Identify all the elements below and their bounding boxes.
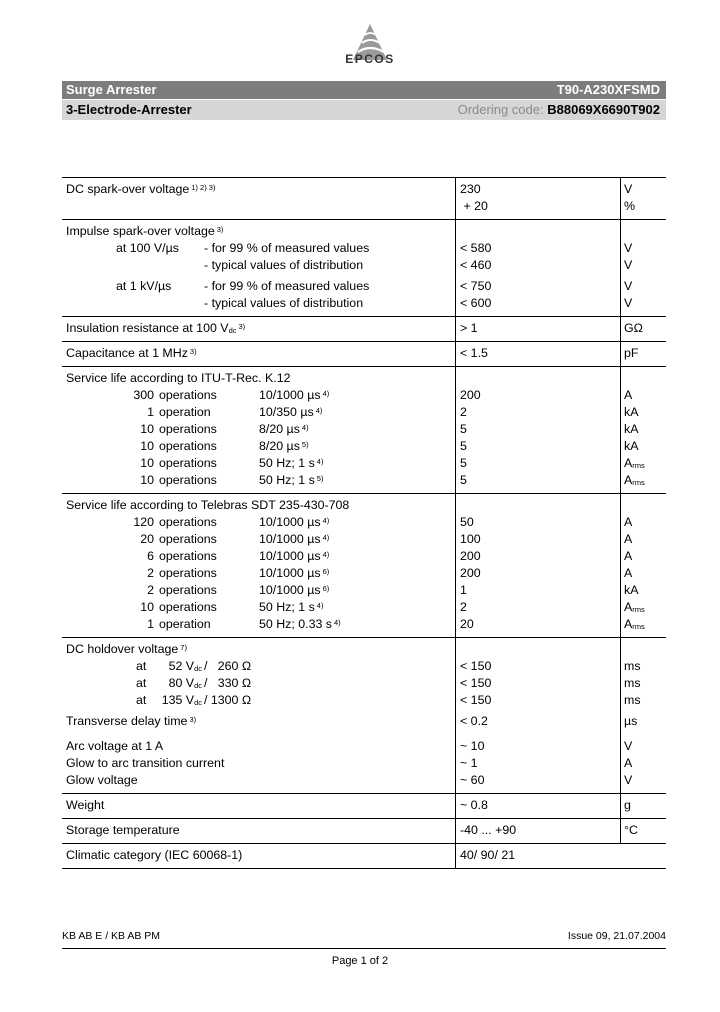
itu-row-0	[66, 387, 455, 404]
unit-subscript: rms	[632, 478, 645, 487]
waveform: 10/1000 µs	[259, 566, 321, 580]
ops: operations	[159, 583, 217, 597]
product-type: Surge Arrester	[66, 82, 157, 97]
itu-row-2	[66, 421, 455, 438]
footer-issue: Issue 09, 21.07.2004	[567, 930, 666, 942]
spec-unit: A	[624, 473, 633, 487]
footnote-ref: 4)	[322, 533, 330, 542]
spec-unit: kA	[624, 583, 639, 597]
spec-label: Impulse spark-over voltage	[66, 224, 215, 238]
spec-unit: V	[624, 739, 633, 753]
footnote-ref: 4)	[316, 601, 324, 610]
spec-label: Capacitance at 1 MHz	[66, 346, 188, 360]
holdover-row-1	[66, 675, 455, 692]
condition: - typical values of distribution	[204, 296, 364, 310]
at: at	[136, 676, 147, 690]
spec-label: Insulation resistance at 100 V	[66, 321, 229, 335]
footnote-ref: 6)	[322, 584, 330, 593]
spec-unit: kA	[624, 422, 639, 436]
spec-unit: V	[624, 182, 633, 196]
spec-value: 5	[460, 473, 467, 487]
telebras-row-2	[66, 548, 455, 565]
voltage: 135 V	[161, 693, 195, 707]
spec-label: Weight	[66, 798, 105, 812]
spec-unit: V	[624, 296, 633, 310]
spec-unit: ms	[624, 659, 641, 673]
subscript: dc	[194, 664, 202, 673]
spec-unit: A	[624, 532, 633, 546]
count: 10	[140, 422, 154, 436]
count: 300	[133, 388, 154, 402]
footnote-ref: 3)	[216, 225, 224, 234]
spec-value: 5	[460, 456, 467, 470]
table-row	[62, 367, 666, 494]
waveform: 10/350 µs	[259, 405, 314, 419]
resistance: / 1300 Ω	[204, 693, 252, 707]
itu-row-4	[66, 455, 455, 472]
ordering-code	[458, 100, 660, 120]
footnote-ref: 4)	[301, 423, 309, 432]
spec-value: < 1.5	[460, 346, 488, 360]
spec-unit: A	[624, 515, 633, 529]
resistance: / 260 Ω	[204, 659, 252, 673]
spec-unit: A	[624, 388, 633, 402]
subtitle: 3-Electrode-Arrester	[66, 102, 192, 117]
count: 10	[140, 439, 154, 453]
spec-value: 200	[460, 388, 481, 402]
table-row	[62, 220, 666, 317]
footnote-ref: 4)	[315, 406, 323, 415]
at: at	[136, 693, 147, 707]
footnote-ref: 4)	[322, 516, 330, 525]
voltage: 52 V	[168, 659, 195, 673]
waveform: 10/1000 µs	[259, 532, 321, 546]
telebras-row-1	[66, 531, 455, 548]
table-row	[62, 494, 666, 638]
spec-unit: g	[624, 798, 631, 812]
footer-department: KB AB E / KB AB PM	[62, 930, 161, 942]
spec-value: ~ 0.8	[460, 798, 488, 812]
voltage: 80 V	[168, 676, 195, 690]
spec-unit: °C	[624, 823, 638, 837]
footnote-ref: 1) 2) 3)	[191, 183, 216, 192]
spec-label: Climatic category (IEC 60068-1)	[66, 848, 243, 862]
spec-unit: A	[624, 617, 633, 631]
subtitle-bar	[62, 100, 666, 120]
brand-name: EPCOS	[345, 52, 395, 66]
itu-row-5	[66, 472, 455, 489]
ops: operations	[159, 473, 217, 487]
spec-value: 200	[460, 549, 481, 563]
ops: operation	[159, 405, 211, 419]
spec-unit: V	[624, 279, 633, 293]
holdover-row-0	[66, 658, 455, 675]
footnote-ref: 4)	[316, 457, 324, 466]
spec-unit: ms	[624, 693, 641, 707]
ops: operations	[159, 515, 217, 529]
table-row	[62, 317, 666, 342]
footnote-ref: 3)	[238, 322, 246, 331]
waveform: 50 Hz; 1 s	[259, 456, 315, 470]
spec-value: < 600	[460, 296, 492, 310]
ops: operations	[159, 422, 217, 436]
spec-label: Service life according to ITU-T-Rec. K.12	[66, 371, 291, 385]
ordering-code-label: Ordering code:	[457, 102, 544, 117]
count: 20	[140, 532, 154, 546]
subscript: dc	[228, 326, 237, 335]
ops: operations	[159, 388, 217, 402]
spec-unit: A	[624, 566, 633, 580]
spec-value: > 1	[460, 321, 478, 335]
telebras-row-6	[66, 616, 455, 633]
waveform: 50 Hz; 1 s	[259, 473, 315, 487]
itu-row-1	[66, 404, 455, 421]
spec-value: 200	[460, 566, 481, 580]
at: at	[136, 659, 147, 673]
spec-unit: A	[624, 456, 633, 470]
spec-value: 5	[460, 422, 467, 436]
spec-value: 5	[460, 439, 467, 453]
count: 10	[140, 600, 154, 614]
spec-unit: pF	[624, 346, 639, 360]
table-row	[62, 342, 666, 367]
spec-value: < 150	[460, 659, 492, 673]
waveform: 10/1000 µs	[259, 388, 321, 402]
spec-value: 230	[460, 182, 481, 196]
footnote-ref: 3)	[189, 715, 197, 724]
spec-unit: kA	[624, 405, 639, 419]
telebras-row-5	[66, 599, 455, 616]
spec-unit: ms	[624, 676, 641, 690]
spec-value: < 460	[460, 258, 492, 272]
telebras-row-3	[66, 565, 455, 582]
count: 10	[140, 473, 154, 487]
count: 120	[133, 515, 154, 529]
spec-value: 40/ 90/ 21	[460, 848, 516, 862]
spec-label: DC spark-over voltage	[66, 182, 190, 196]
table-row	[62, 178, 666, 220]
spec-value: ~ 60	[460, 773, 485, 787]
spec-value: 1	[460, 583, 467, 597]
holdover-row-2	[66, 692, 455, 709]
part-number: T90-A230XFSMD	[556, 82, 660, 97]
unit-subscript: rms	[632, 622, 645, 631]
footnote-ref: 3)	[189, 347, 197, 356]
ops: operations	[159, 439, 217, 453]
spec-value: < 150	[460, 676, 492, 690]
spec-label: Glow to arc transition current	[66, 756, 225, 770]
telebras-row-0	[66, 514, 455, 531]
spec-unit: V	[624, 773, 633, 787]
footnote-ref: 4)	[322, 389, 330, 398]
ops: operations	[159, 566, 217, 580]
spec-value: -40 ... +90	[460, 823, 517, 837]
telebras-row-4	[66, 582, 455, 599]
spec-value: ~ 1	[460, 756, 478, 770]
spec-label: DC holdover voltage	[66, 642, 179, 656]
count: 1	[147, 617, 154, 631]
subscript: dc	[194, 681, 202, 690]
count: 10	[140, 456, 154, 470]
rate: at 100 V/µs	[116, 241, 179, 255]
footnote-ref: 4)	[322, 550, 330, 559]
title-bar	[62, 81, 666, 99]
waveform: 10/1000 µs	[259, 549, 321, 563]
table-row	[62, 844, 666, 869]
spec-label: Storage temperature	[66, 823, 180, 837]
spec-value: 50	[460, 515, 474, 529]
waveform: 8/20 µs	[259, 422, 300, 436]
ops: operation	[159, 617, 211, 631]
spec-unit: V	[624, 258, 633, 272]
footnote-ref: 4)	[334, 618, 341, 627]
spec-value: + 20	[460, 199, 488, 213]
footer-divider	[62, 948, 666, 949]
spec-value: < 580	[460, 241, 492, 255]
condition: - for 99 % of measured values	[204, 279, 370, 293]
footnote-ref: 5)	[301, 440, 309, 449]
footnote-ref: 7)	[180, 643, 187, 652]
spec-unit: A	[624, 600, 633, 614]
spec-label: Arc voltage at 1 A	[66, 739, 164, 753]
resistance: / 330 Ω	[204, 676, 252, 690]
spec-label: Service life according to Telebras SDT 235-430-708	[66, 498, 350, 512]
waveform: 50 Hz; 1 s	[259, 600, 315, 614]
condition: - typical values of distribution	[204, 258, 364, 272]
count: 6	[147, 549, 154, 563]
spec-value: 2	[460, 600, 467, 614]
spec-value: 100	[460, 532, 481, 546]
waveform: 8/20 µs	[259, 439, 300, 453]
ordering-code-value: B88069X6690T902	[547, 102, 660, 117]
footnote-ref: 6)	[322, 567, 330, 576]
ops: operations	[159, 456, 217, 470]
subscript: dc	[194, 698, 202, 707]
spec-label: Transverse delay time	[66, 714, 188, 728]
spec-label: Glow voltage	[66, 773, 138, 787]
waveform: 50 Hz; 0.33 s	[259, 617, 333, 631]
table-row	[62, 819, 666, 844]
itu-row-3	[66, 438, 455, 455]
count: 2	[147, 566, 154, 580]
spec-unit: µs	[624, 714, 638, 728]
spec-value: < 750	[460, 279, 492, 293]
condition: - for 99 % of measured values	[204, 241, 370, 255]
spec-unit: %	[624, 199, 636, 213]
spec-value: < 0.2	[460, 714, 488, 728]
spec-value: 2	[460, 405, 467, 419]
spec-value: 20	[460, 617, 474, 631]
table-row	[62, 638, 666, 794]
spec-unit: A	[624, 756, 633, 770]
footnote-ref: 5)	[316, 474, 324, 483]
table-row	[62, 794, 666, 819]
spec-unit: GΩ	[624, 321, 643, 335]
spec-value: < 150	[460, 693, 492, 707]
waveform: 10/1000 µs	[259, 515, 321, 529]
spec-unit: A	[624, 549, 633, 563]
page-number: Page 1 of 2	[331, 955, 389, 967]
spec-value: ~ 10	[460, 739, 485, 753]
ops: operations	[159, 532, 217, 546]
count: 1	[147, 405, 154, 419]
spec-table	[62, 177, 666, 869]
waveform: 10/1000 µs	[259, 583, 321, 597]
spec-unit: kA	[624, 439, 639, 453]
count: 2	[147, 583, 154, 597]
ops: operations	[159, 600, 217, 614]
spec-unit: V	[624, 241, 633, 255]
unit-subscript: rms	[632, 461, 645, 470]
ops: operations	[159, 549, 217, 563]
unit-subscript: rms	[632, 605, 645, 614]
rate: at 1 kV/µs	[116, 279, 172, 293]
